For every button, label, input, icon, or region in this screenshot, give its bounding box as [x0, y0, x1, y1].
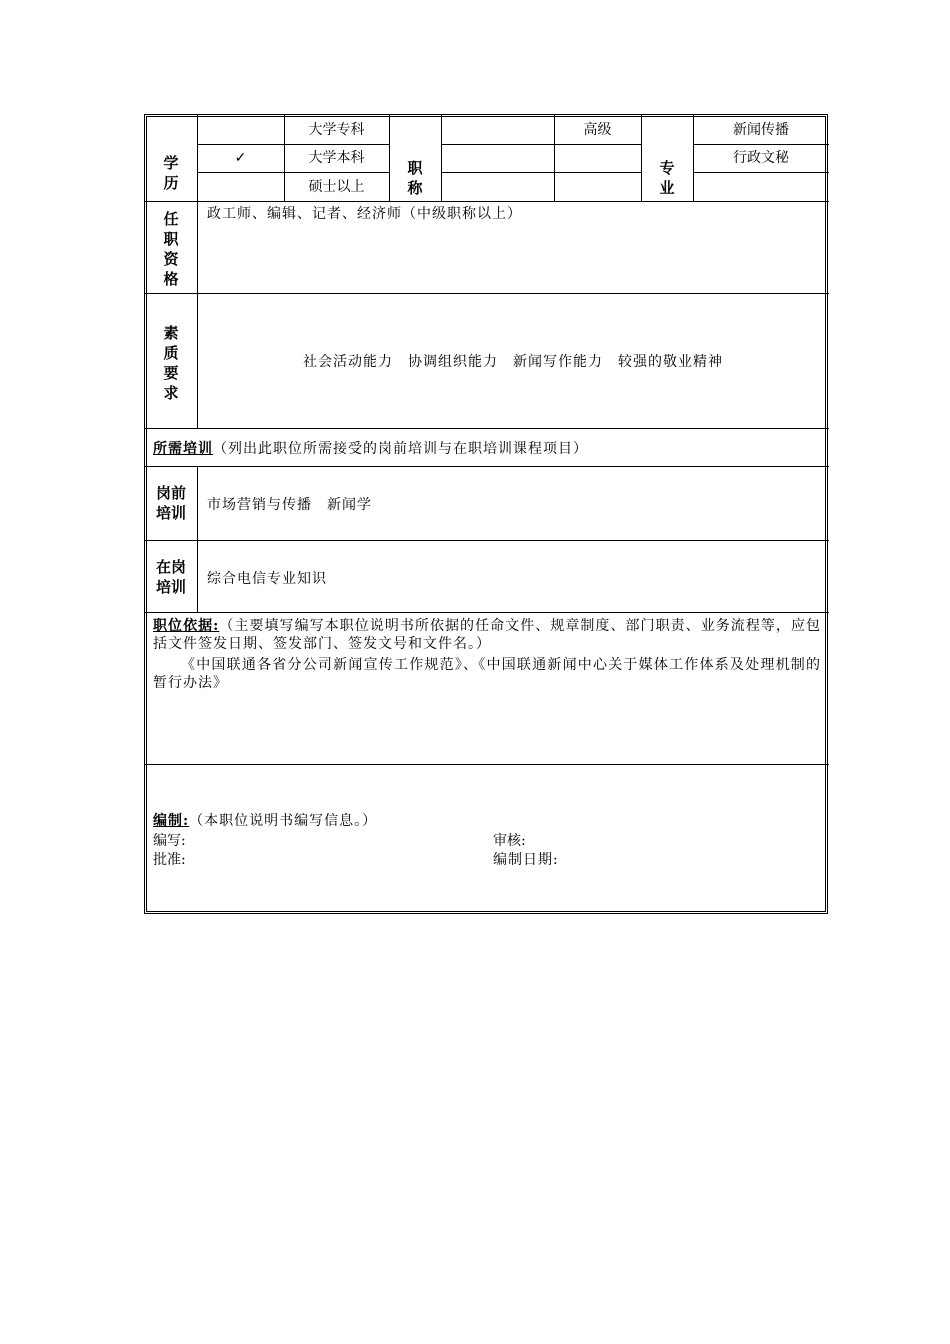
major-label: 专 业	[659, 159, 675, 197]
basis-note: （主要填写编写本职位说明书所依据的任命文件、规章制度、部门职责、业务流程等，应包括文件签发日期、签发部门、签发文号和文件名。）	[153, 618, 822, 652]
compile-note: （本职位说明书编写信息。）	[189, 813, 378, 829]
rule	[197, 466, 198, 612]
pre-training-label: 岗前 培训	[155, 484, 186, 522]
on-training-label: 在岗 培训	[155, 558, 186, 596]
quality-text: 社会活动能力 协调组织能力 新闻写作能力 较强的敬业精神	[303, 354, 723, 370]
rule	[197, 172, 389, 173]
rule	[145, 293, 829, 294]
basis-docs: 《中国联通各省分公司新闻宣传工作规范》、《中国联通新闻中心关于媒体工作体系及处理机制的暂行办法》	[153, 657, 821, 691]
education-option: 硕士以上	[308, 179, 365, 195]
rule	[145, 764, 829, 765]
rule	[145, 201, 829, 202]
basis-block	[153, 617, 821, 653]
job-description-form	[144, 114, 828, 914]
quality-label: 素 质 要 求	[163, 324, 179, 402]
rule	[693, 172, 829, 173]
rule	[441, 172, 641, 173]
rule	[441, 144, 641, 145]
rule	[389, 115, 390, 201]
qualification-text: 政工师、编辑、记者、经济师（中级职称以上）	[207, 206, 522, 222]
title-label: 职 称	[407, 159, 423, 197]
compile-heading	[153, 812, 753, 830]
compile-title: 编制:	[153, 813, 190, 829]
training-note: （列出此职位所需接受的岗前培训与在职培训课程项目）	[213, 441, 588, 457]
major-item: 行政文秘	[733, 150, 789, 166]
on-training-text: 综合电信专业知识	[207, 571, 327, 587]
rule	[145, 428, 829, 429]
writer-field: 编写:	[153, 833, 186, 849]
basis-title: 职位依据:	[153, 618, 220, 634]
rule	[145, 466, 829, 467]
education-label: 学 历	[163, 154, 179, 192]
rule	[145, 612, 829, 613]
training-title: 所需培训	[153, 441, 213, 457]
pre-training-text: 市场营销与传播 新闻学	[207, 497, 372, 513]
approver-field: 批准:	[153, 852, 186, 868]
rule	[197, 144, 389, 145]
title-level: 高级	[583, 122, 612, 138]
rule	[641, 115, 642, 201]
rule	[693, 144, 829, 145]
qualification-label: 任 职 资 格	[163, 210, 179, 288]
rule	[145, 540, 829, 541]
reviewer-field: 审核:	[493, 833, 526, 849]
date-field: 编制日期:	[493, 852, 559, 868]
education-option: 大学专科	[308, 122, 365, 138]
training-heading	[153, 440, 813, 458]
education-option: 大学本科	[308, 150, 365, 166]
education-mark: ✓	[234, 150, 247, 166]
major-item: 新闻传播	[733, 122, 789, 138]
rule	[441, 115, 442, 201]
